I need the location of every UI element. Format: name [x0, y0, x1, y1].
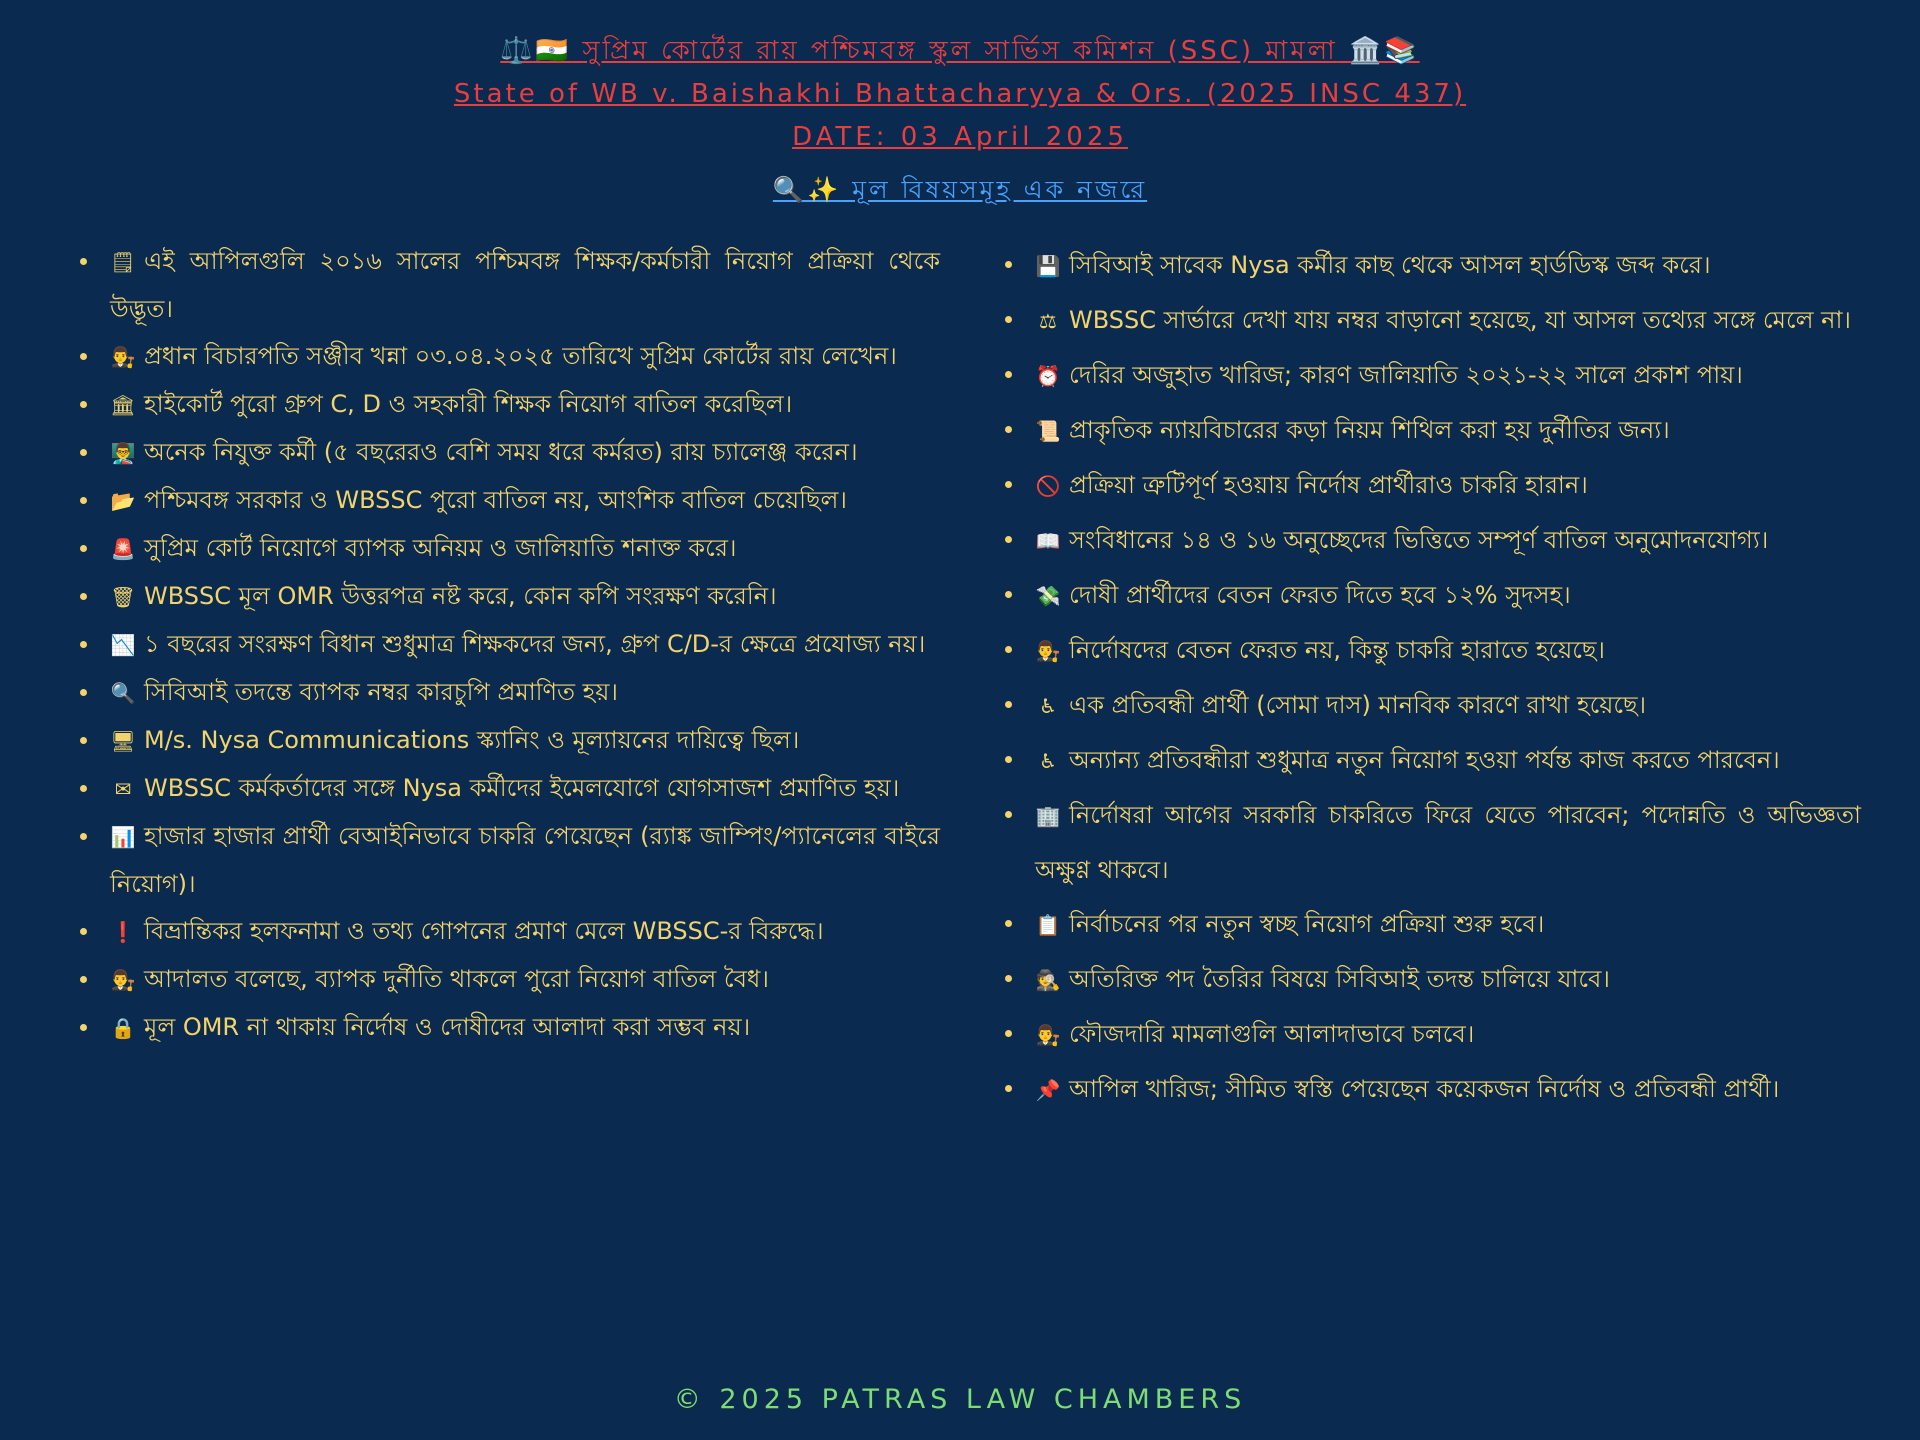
right-column: [995, 238, 1861, 1117]
point-icon: 🔒: [110, 1016, 136, 1040]
point-text: WBSSC সার্ভারে দেখা যায় নম্বর বাড়ানো হয়েছে, যা আসল তথ্যের সঙ্গে মেলে না।: [1069, 306, 1851, 334]
key-point-item: [110, 908, 940, 956]
key-point-item: [1035, 678, 1861, 733]
key-point-item: [1035, 403, 1861, 458]
key-point-item: [1035, 623, 1861, 678]
point-text: পশ্চিমবঙ্গ সরকার ও WBSSC পুরো বাতিল নয়, আংশিক বাতিল চেয়েছিল।: [144, 486, 847, 514]
point-text: নির্দোষরা আগের সরকারি চাকরিতে ফিরে যেতে পারবেন; পদোন্নতি ও অভিজ্ঞতা অক্ষুণ্ণ থাকবে।: [1035, 801, 1861, 884]
key-point-item: [110, 573, 940, 621]
key-point-item: [110, 813, 940, 908]
point-text: মূল OMR না থাকায় নির্দোষ ও দোষীদের আলাদা করা সম্ভব নয়।: [144, 1013, 751, 1041]
point-icon: 💸: [1035, 584, 1061, 608]
point-text: সিবিআই তদন্তে ব্যাপক নম্বর কারচুপি প্রমাণিত হয়।: [144, 678, 618, 706]
point-icon: ⏰: [1035, 364, 1061, 388]
point-text: বিভ্রান্তিকর হলফনামা ও তথ্য গোপনের প্রমাণ মেলে WBSSC-র বিরুদ্ধে।: [144, 917, 824, 945]
key-point-item: [1035, 1007, 1861, 1062]
magnifier-sparkle-icons: 🔍✨: [772, 175, 842, 204]
point-text: অন্যান্য প্রতিবন্ধীরা শুধুমাত্র নতুন নিয়োগ হওয়া পর্যন্ত কাজ করতে পারবেন।: [1069, 746, 1780, 774]
key-point-item: [110, 525, 940, 573]
point-text: WBSSC কর্মকর্তাদের সঙ্গে Nysa কর্মীদের ইমেলযোগে যোগসাজশ প্রমাণিত হয়।: [144, 774, 900, 802]
point-icon: 🕵: [1035, 968, 1061, 992]
key-point-item: [1035, 952, 1861, 1007]
section-subtitle: [0, 170, 1920, 210]
point-text: নির্বাচনের পর নতুন স্বচ্ছ নিয়োগ প্রক্রিয়া শুরু হবে।: [1069, 910, 1545, 938]
title-text: সুপ্রিম কোর্টের রায় পশ্চিমবঙ্গ স্কুল সার্ভিস কমিশন (SSC) মামলা: [582, 36, 1338, 66]
point-text: এই আপিলগুলি ২০১৬ সালের পশ্চিমবঙ্গ শিক্ষক/কর্মচারী নিয়োগ প্রক্রিয়া থেকে উদ্ভূত।: [110, 247, 940, 323]
key-point-item: [110, 717, 940, 765]
key-point-item: [110, 381, 940, 429]
point-text: হাজার হাজার প্রার্থী বেআইনিভাবে চাকরি পেয়েছেন (র‍্যাঙ্ক জাম্পিং/প্যানেলের বাইরে নিয়োগ)।: [110, 822, 940, 898]
left-points-list: [70, 238, 940, 1052]
point-icon: 👨‍⚖️: [1035, 1023, 1061, 1047]
key-point-item: [110, 238, 940, 333]
point-icon: 📊: [110, 825, 136, 849]
point-text: প্রাকৃতিক ন্যায়বিচারের কড়া নিয়ম শিথিল করা হয় দুর্নীতির জন্য।: [1069, 416, 1670, 444]
point-icon: ♿: [1039, 694, 1057, 718]
point-icon: 🚫: [1035, 474, 1061, 498]
point-icon: 👨‍⚖️: [110, 345, 136, 369]
point-text: সংবিধানের ১৪ ও ১৬ অনুচ্ছেদের ভিত্তিতে সম্পূর্ণ বাতিল অনুমোদনযোগ্য।: [1069, 526, 1769, 554]
point-icon: 🖥: [110, 729, 136, 753]
point-text: আপিল খারিজ; সীমিত স্বস্তি পেয়েছেন কয়েকজন নির্দোষ ও প্রতিবন্ধী প্রার্থী।: [1069, 1075, 1780, 1103]
subtitle-text: মূল বিষয়সমূহ এক নজরে: [852, 175, 1148, 204]
court-books-icons: 🏛️📚: [1348, 36, 1420, 66]
point-icon: ♿: [1039, 749, 1057, 773]
key-point-item: [1035, 788, 1861, 897]
point-text: সিবিআই সাবেক Nysa কর্মীর কাছ থেকে আসল হার্ডডিস্ক জব্দ করে।: [1069, 251, 1711, 279]
point-icon: 📂: [110, 489, 136, 513]
point-text: অতিরিক্ত পদ তৈরির বিষয়ে সিবিআই তদন্ত চালিয়ে যাবে।: [1069, 965, 1610, 993]
key-point-item: [1035, 238, 1861, 293]
key-point-item: [110, 956, 940, 1004]
point-icon: 🏢: [1035, 804, 1061, 828]
point-icon: 🔍: [110, 681, 136, 705]
point-icon: 📉: [110, 633, 136, 657]
key-point-item: [110, 765, 940, 813]
point-icon: ✉: [114, 777, 132, 801]
key-point-item: [110, 429, 940, 477]
scales-flag-icons: ⚖️🇮🇳: [500, 36, 572, 66]
point-text: ১ বছরের সংরক্ষণ বিধান শুধুমাত্র শিক্ষকদের জন্য, গ্রুপ C/D-র ক্ষেত্রে প্রযোজ্য নয়।: [144, 630, 926, 658]
point-icon: 💾: [1035, 254, 1061, 278]
point-text: প্রক্রিয়া ত্রুটিপূর্ণ হওয়ায় নির্দোষ প্রার্থীরাও চাকরি হারান।: [1069, 471, 1588, 499]
point-icon: 🚨: [110, 537, 136, 561]
point-icon: 🏛: [110, 393, 136, 417]
left-column: [70, 238, 940, 1052]
point-text: M/s. Nysa Communications স্ক্যানিং ও মূল্যায়নের দায়িত্বে ছিল।: [144, 726, 800, 754]
point-icon: 📜: [1035, 419, 1061, 443]
point-icon: 📌: [1035, 1078, 1061, 1102]
point-icon: 👨‍⚖️: [110, 968, 136, 992]
point-icon: ❗: [110, 920, 136, 944]
point-text: WBSSC মূল OMR উত্তরপত্র নষ্ট করে, কোন কপি সংরক্ষণ করেনি।: [144, 582, 777, 610]
point-text: এক প্রতিবন্ধী প্রার্থী (সোমা দাস) মানবিক কারণে রাখা হয়েছে।: [1069, 691, 1647, 719]
point-text: দোষী প্রার্থীদের বেতন ফেরত দিতে হবে ১২% সুদসহ।: [1069, 581, 1571, 609]
point-icon: 📋: [1035, 913, 1061, 937]
key-point-item: [110, 333, 940, 381]
key-point-item: [1035, 897, 1861, 952]
point-text: অনেক নিযুক্ত কর্মী (৫ বছরেরও বেশি সময় ধরে কর্মরত) রায় চ্যালেঞ্জ করেন।: [144, 438, 858, 466]
key-point-item: [1035, 293, 1861, 348]
point-text: ফৌজদারি মামলাগুলি আলাদাভাবে চলবে।: [1069, 1020, 1475, 1048]
point-text: হাইকোর্ট পুরো গ্রুপ C, D ও সহকারী শিক্ষক নিয়োগ বাতিল করেছিল।: [144, 390, 793, 418]
copyright-footer: © 2025 PATRAS LAW CHAMBERS: [673, 1384, 1247, 1415]
point-icon: 👨‍⚖️: [1035, 639, 1061, 663]
point-text: নির্দোষদের বেতন ফেরত নয়, কিন্তু চাকরি হারাতে হয়েছে।: [1069, 636, 1606, 664]
point-icon: ⚖: [1039, 309, 1057, 333]
case-citation: State of WB v. Baishakhi Bhattacharyya & Ors. (2025 INSC 437): [453, 79, 1467, 109]
point-text: আদালত বলেছে, ব্যাপক দুর্নীতি থাকলে পুরো নিয়োগ বাতিল বৈধ।: [144, 965, 769, 993]
key-point-item: [1035, 348, 1861, 403]
key-point-item: [1035, 1062, 1861, 1117]
judgment-date: DATE: 03 April 2025: [792, 122, 1128, 152]
point-text: সুপ্রিম কোর্ট নিয়োগে ব্যাপক অনিয়ম ও জালিয়াতি শনাক্ত করে।: [144, 534, 737, 562]
key-point-item: [110, 669, 940, 717]
point-text: প্রধান বিচারপতি সঞ্জীব খন্না ০৩.০৪.২০২৫ তারিখে সুপ্রিম কোর্টের রায় লেখেন।: [144, 342, 897, 370]
key-point-item: [110, 621, 940, 669]
key-point-item: [1035, 568, 1861, 623]
point-icon: 👨‍🏫: [110, 441, 136, 465]
point-icon: 🗒: [110, 250, 136, 274]
right-points-list: [995, 238, 1861, 1117]
key-point-item: [1035, 513, 1861, 568]
key-point-item: [110, 477, 940, 525]
key-point-item: [110, 1004, 940, 1052]
page-header: [0, 30, 1920, 210]
key-point-item: [1035, 733, 1861, 788]
key-point-item: [1035, 458, 1861, 513]
point-text: দেরির অজুহাত খারিজ; কারণ জালিয়াতি ২০২১-২২ সালে প্রকাশ পায়।: [1069, 361, 1743, 389]
point-icon: 📖: [1035, 529, 1061, 553]
page-title: [0, 30, 1920, 73]
point-icon: 🗑: [110, 585, 136, 609]
